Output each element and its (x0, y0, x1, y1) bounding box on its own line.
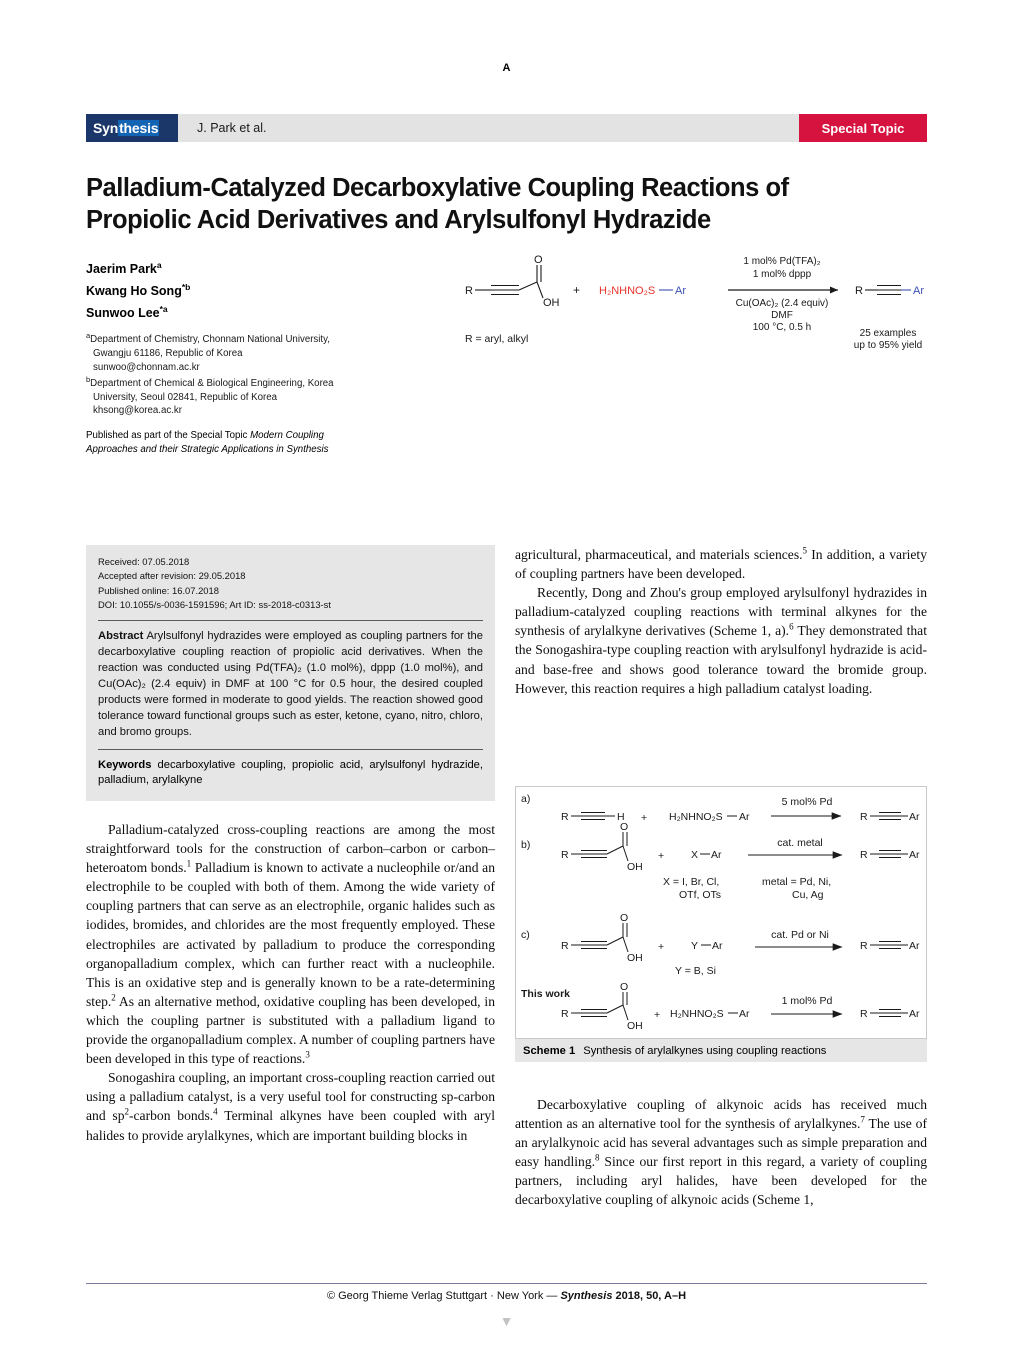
scheme-row-thiswork-prod-Ar: Ar (909, 1008, 920, 1020)
scheme-1-caption-label: Scheme 1 (523, 1044, 576, 1057)
affiliation-line2: Gwangju 61186, Republic of Korea (93, 348, 243, 359)
ga-cond-bot-2: DMF (771, 310, 793, 321)
author-list (86, 258, 386, 324)
scheme-row-b-partner-ar: Ar (711, 849, 722, 861)
page-letter: A (502, 62, 511, 74)
scheme-row-b-partner: X (691, 849, 699, 861)
graphical-abstract-svg (445, 252, 935, 367)
page-footer (0, 1290, 1013, 1302)
scheme-row-a-partner-ar: Ar (739, 811, 750, 823)
graphical-abstract (445, 252, 935, 367)
scheme-row-c-left-R: R (561, 940, 569, 952)
footer-divider (86, 1283, 927, 1284)
special-topic-note (86, 429, 356, 457)
abstract-label: Abstract (98, 630, 144, 643)
scheme-row-c-prod-R: R (860, 940, 868, 952)
abstract-divider-bottom (98, 749, 483, 750)
author-entry (86, 302, 386, 324)
affiliation-entry (86, 331, 376, 375)
author-entry (86, 280, 386, 302)
scheme-row-a-plus: + (641, 812, 648, 824)
scheme-row-c-sub-1: Y = B, Si (675, 965, 716, 977)
paragraph: Palladium-catalyzed cross-coupling reactions are among the most straightforward tools for the construction of carbon–carbon or carbon–heteroatom bonds.$^1$ Palladium is known to activate a nucleophile or/and an electrophile to be coupled with both of them. Among the wide variety of coupling partners that can serve as an electrophile, organic halides such as iodides, bromides, and chlorides are the most frequently employed. These electrophiles are activated by palladium to produce the corresponding organopalladium complex, which can further react with a nucleophile. This is an oxidative step and is generally known to be a rate-determining step.$^2$ As an alternative method, oxidative coupling has been developed, in which the coupling partner is substituted with a palladium ligand to provide the organopalladium complex. A number of coupling partners have been developed in this type of reactions.$^3$ (86, 822, 496, 1067)
scheme-row-b-tag: b) (521, 839, 531, 851)
scheme-row-a-prod-Ar: Ar (909, 811, 920, 823)
special-topic-note-prefix: Published as part of the Special Topic (86, 430, 251, 441)
scheme-1-caption (515, 1039, 927, 1062)
affiliation-line1: Department of Chemical & Biological Engineering, Korea (90, 377, 334, 389)
scheme-row-thiswork-OH: OH (627, 1020, 643, 1032)
journal-logo (86, 114, 178, 142)
scheme-row-b-OH: OH (627, 861, 643, 873)
abstract-text (98, 629, 483, 740)
ga-cond-bot-1: Cu(OAc)₂ (2.4 equiv) (735, 298, 829, 309)
author-name: Sunwoo Lee (86, 305, 160, 320)
article-category-badge: Special Topic (799, 114, 927, 142)
scheme-row-b-sub-1: X = I, Br, Cl, (663, 876, 720, 888)
ga-note-right-2: up to 95% yield (853, 340, 923, 351)
scheme-row-b-sub-2: OTf, OTs (679, 889, 721, 901)
article-dates (98, 555, 483, 612)
date-published: Published online: 16.07.2018 (98, 584, 219, 596)
scheme-row-b-prod-R: R (860, 849, 868, 861)
page-title: Palladium-Catalyzed Decarboxylative Coupling Reactions of Propiolic Acid Derivatives and Arylsulfonyl Hydrazide (86, 174, 789, 235)
scheme-row-c-plus: + (658, 941, 665, 953)
author-name: Kwang Ho Song (86, 284, 182, 299)
scheme-row-thiswork-left-R: R (561, 1008, 569, 1020)
scheme-row-thiswork-O: O (620, 981, 629, 993)
keywords-content: decarboxylative coupling, propiolic acid, arylsulfonyl hydrazide, palladium, arylalkyne (98, 758, 483, 787)
scheme-row-b-conditions: cat. metal (777, 837, 823, 849)
ga-reaction-arrow (728, 287, 838, 294)
affiliation-email[interactable]: sunwoo@chonnam.ac.kr (93, 361, 200, 373)
ga-cond-bot-3: 100 °C, 0.5 h (752, 322, 812, 333)
scheme-1-svg (515, 786, 927, 1039)
scheme-row-b-O: O (620, 821, 629, 833)
affiliation-mark: b (86, 374, 91, 384)
ga-cond-top-2: 1 mol% dppp (752, 269, 812, 280)
author-marks: *b (181, 281, 191, 292)
author-marks: a (156, 260, 162, 270)
keywords-label: Keywords (98, 758, 152, 771)
doi-line: DOI: 10.1055/s-0036-1591596; Art ID: ss-2018-c0313-st (98, 598, 331, 610)
ga-substrate-O: O (534, 254, 543, 266)
author-marks: *a (159, 303, 168, 314)
journal-logo-prefix: Syn (93, 120, 119, 136)
scheme-row-thiswork-tag: This work (521, 988, 571, 1000)
paragraph: Decarboxylative coupling of alkynoic acids has received much attention as an alternative tool for the synthesis of arylalkynes.$^7$ The use of an arylalkynoic acid has several advantages such as simple preparation and easy handling.$^8$ Since our first report in this regard, a variety of coupling partners, including aryl halides, have been developed for the decarboxylative coupling of alkynoic acids (Scheme 1, (515, 1097, 927, 1208)
scheme-row-thiswork-partner: H₂NHNO₂S (670, 1008, 724, 1020)
ga-substrate-OH: OH (543, 297, 560, 309)
scheme-row-thiswork-prod-R: R (860, 1008, 868, 1020)
scheme-row-b-plus: + (658, 850, 665, 862)
paragraph: agricultural, pharmaceutical, and materials sciences.$^5$ In addition, a variety of coupling partners have been developed. (515, 545, 927, 582)
scheme-row-c-tag: c) (521, 929, 530, 941)
footer-copyright: © Georg Thieme Verlag Stuttgart · New York — (326, 1290, 561, 1302)
body-column-right-bottom (515, 1095, 927, 1210)
paragraph: Recently, Dong and Zhou's group employed arylsulfonyl hydrazides in palladium-catalyzed coupling reactions with terminal alkynes for the synthesis of arylalkyne derivatives (Scheme 1, a).$^6$ They demonstrated that the Sonogashira-type coupling reaction with arylsulfonyl hydrazide is acid- and base-free and shows good tolerance toward the bromide group. However, this reaction requires a high palladium catalyst loading. (515, 585, 927, 696)
scheme-row-c-prod-Ar: Ar (909, 940, 920, 952)
keywords (98, 758, 483, 790)
affiliation-entry (86, 375, 376, 419)
scheme-row-thiswork-partner-ar: Ar (739, 1008, 750, 1020)
scheme-row-a-conditions: 5 mol% Pd (781, 796, 833, 808)
body-column-right-top (515, 545, 927, 698)
footer-triangle-icon: ▼ (499, 1313, 514, 1329)
scheme-row-thiswork-plus: + (654, 1009, 661, 1021)
paragraph: Sonogashira coupling, an important cross-coupling reaction carried out using a palladium catalyst, is a very useful tool for constructing sp-carbon and $sp^2$-carbon bonds.$^4$ Terminal alkynes have been coupled with aryl halides to provide arylalkynes, which are important building blocks in (86, 1070, 495, 1143)
scheme-row-b-prod-Ar: Ar (909, 849, 920, 861)
body-column-left (86, 820, 495, 1145)
author-entry (86, 258, 386, 280)
affiliation-list (86, 331, 376, 418)
ga-note-left: R = aryl, alkyl (465, 333, 529, 345)
ga-plus: + (573, 283, 581, 297)
affiliation-email[interactable]: khsong@korea.ac.kr (93, 405, 182, 417)
ga-product-Ar: Ar (913, 285, 924, 297)
scheme-1-figure (515, 786, 927, 1076)
author-name: Jaerim Park (86, 262, 157, 277)
affiliation-line2: University, Seoul 02841, Republic of Korea (93, 391, 277, 403)
scheme-row-c-partner-ar: Ar (712, 940, 723, 952)
scheme-row-a-left-R: R (561, 811, 569, 823)
special-topic-note-title: Modern Coupling Approaches and their Strategic Applications in Synthesis (86, 430, 329, 456)
affiliation-mark: a (86, 331, 91, 340)
scheme-row-thiswork-conditions: 1 mol% Pd (781, 995, 833, 1007)
scheme-row-c-O: O (620, 912, 629, 924)
running-head (86, 114, 927, 142)
abstract-content: Arylsulfonyl hydrazides were employed as coupling partners for the decarboxylative coupling reaction of propiolic acid derivatives. When the reaction was conducted using Pd(TFA)₂ (1.0 mol%), dppp (1.0 mol%), and Cu(OAc)₂ (2.4 equiv) in DMF at 100 °C for 0.5 hour, the desired coupled products were formed in moderate to good yields. The reaction showed good tolerance toward functional groups such as ester, ketone, cyano, nitro, chloro, and bromo groups. (98, 630, 483, 738)
abstract-box (86, 545, 495, 801)
date-received: Received: 07.05.2018 (98, 556, 190, 567)
scheme-row-b-sub-cond-2: Cu, Ag (792, 889, 824, 901)
ga-product-R: R (855, 285, 863, 297)
affiliation-line1: Department of Chemistry, Chonnam National University, (90, 334, 330, 346)
running-head-authors: J. Park et al. (178, 114, 799, 142)
footer-issue: 2018, 50, A–H (612, 1290, 687, 1302)
scheme-row-c-conditions: cat. Pd or Ni (771, 929, 829, 941)
scheme-1-caption-text: Synthesis of arylalkynes using coupling reactions (583, 1044, 827, 1057)
ga-reagent: H₂NHNO₂S (599, 285, 656, 297)
ga-substrate-R: R (465, 285, 473, 297)
scheme-row-b-sub-cond-1: metal = Pd, Ni, (762, 876, 832, 888)
date-accepted: Accepted after revision: 29.05.2018 (98, 570, 246, 582)
scheme-row-b-left-R: R (561, 849, 569, 861)
scheme-row-a-prod-R: R (860, 811, 868, 823)
footer-journal: Synthesis (560, 1290, 613, 1302)
ga-reagent-ar: Ar (675, 285, 686, 297)
ga-cond-top-1: 1 mol% Pd(TFA)₂ (743, 256, 821, 267)
scheme-row-a-left-end: H (617, 811, 625, 823)
scheme-row-a-partner: H₂NHNO₂S (669, 811, 723, 823)
abstract-divider-top (98, 620, 483, 621)
scheme-row-c-OH: OH (627, 952, 643, 964)
ga-note-right-1: 25 examples (859, 328, 917, 339)
scheme-row-c-partner: Y (691, 940, 699, 952)
scheme-row-a-tag: a) (521, 793, 531, 805)
journal-logo-suffix: thesis (119, 120, 159, 136)
